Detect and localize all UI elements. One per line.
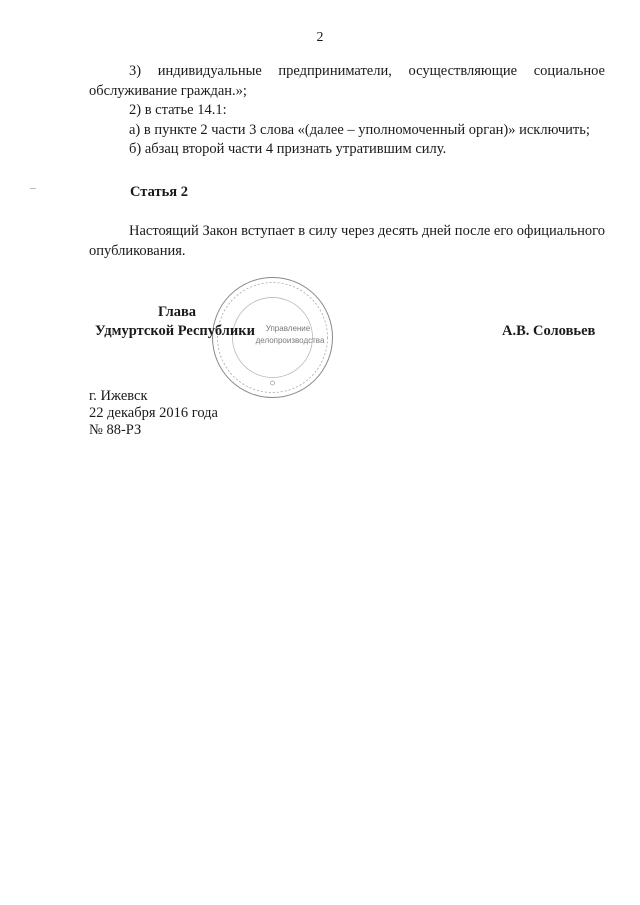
signatory-title-line-2: Удмуртской Республики	[95, 323, 255, 339]
article-text: Настоящий Закон вступает в силу через десять дней после его официального опубликования.	[89, 223, 605, 259]
stamp-line-1: Управление	[265, 324, 311, 333]
stamp-line-2: делопроизводства	[255, 336, 325, 345]
paragraph-item-b: б) абзац второй части 4 признать утратившим силу.	[129, 141, 447, 157]
margin-mark	[30, 188, 36, 189]
issue-place: г. Ижевск	[89, 388, 148, 404]
law-number: № 88-РЗ	[89, 422, 142, 438]
signatory-title-line-1: Глава	[158, 304, 197, 320]
issue-details	[89, 388, 218, 439]
article-body	[89, 222, 605, 261]
paragraph-item-2: 2) в статье 14.1:	[129, 102, 227, 118]
signatory-name: А.В. Соловьев	[502, 323, 596, 339]
paragraph-item-3: 3) индивидуальные предприниматели, осуществляющие социальное обслуживание граждан.»;	[89, 63, 605, 99]
article-heading: Статья 2	[130, 184, 188, 200]
article-1-amendments	[89, 62, 605, 160]
page-number: 2	[316, 30, 324, 45]
issue-date: 22 декабря 2016 года	[89, 405, 218, 421]
paragraph-item-a: а) в пункте 2 части 3 слова «(далее – уполномоченный орган)» исключить;	[129, 121, 590, 138]
